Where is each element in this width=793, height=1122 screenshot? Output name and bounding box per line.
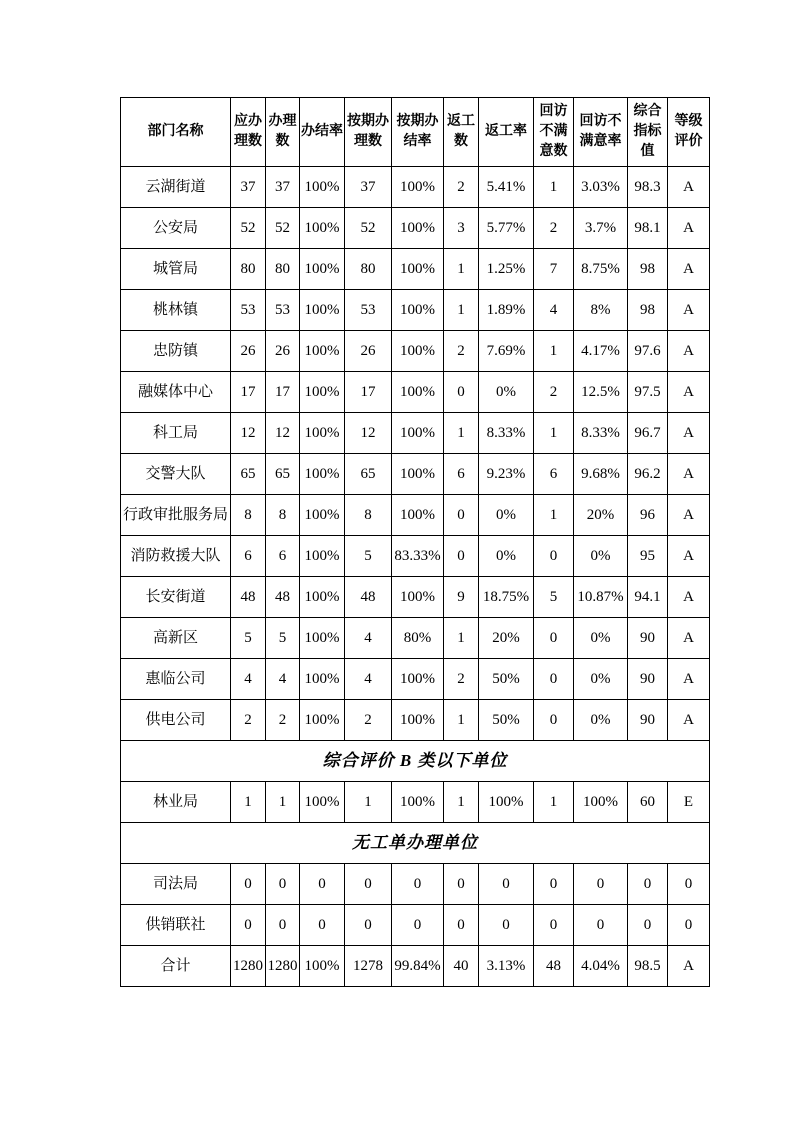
- value-cell: 100%: [300, 700, 345, 741]
- value-cell: 96.2: [628, 454, 668, 495]
- value-cell: 100%: [300, 946, 345, 987]
- value-cell: 97.6: [628, 331, 668, 372]
- value-cell: 52: [266, 208, 300, 249]
- value-cell: 0%: [574, 659, 628, 700]
- value-cell: 3.03%: [574, 167, 628, 208]
- header-cell: 返工率: [479, 98, 534, 167]
- value-cell: 5: [231, 618, 266, 659]
- value-cell: 0: [300, 905, 345, 946]
- value-cell: A: [668, 167, 710, 208]
- value-cell: 0: [534, 864, 574, 905]
- value-cell: 98: [628, 249, 668, 290]
- value-cell: 0: [345, 905, 392, 946]
- value-cell: 100%: [300, 659, 345, 700]
- value-cell: 4: [345, 659, 392, 700]
- value-cell: 1: [266, 782, 300, 823]
- header-cell: 办理数: [266, 98, 300, 167]
- value-cell: 0: [345, 864, 392, 905]
- value-cell: 37: [231, 167, 266, 208]
- header-cell: 回访不满意率: [574, 98, 628, 167]
- value-cell: 5: [266, 618, 300, 659]
- table-row: [121, 372, 710, 413]
- value-cell: 100%: [392, 659, 444, 700]
- value-cell: A: [668, 700, 710, 741]
- value-cell: 52: [345, 208, 392, 249]
- value-cell: 9.68%: [574, 454, 628, 495]
- value-cell: 98.5: [628, 946, 668, 987]
- value-cell: 1: [534, 167, 574, 208]
- value-cell: 8: [266, 495, 300, 536]
- value-cell: 100%: [300, 782, 345, 823]
- value-cell: 0: [534, 659, 574, 700]
- value-cell: 96.7: [628, 413, 668, 454]
- table-row: [121, 208, 710, 249]
- table-row: [121, 659, 710, 700]
- header-cell: 返工数: [444, 98, 479, 167]
- value-cell: 60: [628, 782, 668, 823]
- value-cell: 40: [444, 946, 479, 987]
- value-cell: 1.89%: [479, 290, 534, 331]
- value-cell: A: [668, 290, 710, 331]
- value-cell: 17: [266, 372, 300, 413]
- value-cell: 98.1: [628, 208, 668, 249]
- value-cell: 0: [534, 905, 574, 946]
- header-cell: 办结率: [300, 98, 345, 167]
- value-cell: A: [668, 577, 710, 618]
- table-row: [121, 618, 710, 659]
- dept-cell: 惠临公司: [121, 659, 231, 700]
- value-cell: 80%: [392, 618, 444, 659]
- value-cell: 65: [345, 454, 392, 495]
- value-cell: 100%: [300, 413, 345, 454]
- value-cell: 65: [266, 454, 300, 495]
- value-cell: 100%: [574, 782, 628, 823]
- value-cell: 0: [444, 536, 479, 577]
- value-cell: 17: [231, 372, 266, 413]
- value-cell: 8: [231, 495, 266, 536]
- value-cell: 90: [628, 700, 668, 741]
- dept-cell: 桃林镇: [121, 290, 231, 331]
- value-cell: 7.69%: [479, 331, 534, 372]
- dept-cell: 科工局: [121, 413, 231, 454]
- value-cell: 1278: [345, 946, 392, 987]
- table-row: [121, 167, 710, 208]
- value-cell: 100%: [392, 372, 444, 413]
- table-body: [121, 167, 710, 987]
- value-cell: 0: [668, 864, 710, 905]
- value-cell: 1280: [266, 946, 300, 987]
- value-cell: 2: [534, 208, 574, 249]
- dept-cell: 云湖街道: [121, 167, 231, 208]
- value-cell: 1: [444, 782, 479, 823]
- value-cell: 2: [534, 372, 574, 413]
- dept-cell: 供电公司: [121, 700, 231, 741]
- value-cell: 96: [628, 495, 668, 536]
- table-row: [121, 495, 710, 536]
- value-cell: 12: [266, 413, 300, 454]
- value-cell: A: [668, 454, 710, 495]
- table-row: [121, 290, 710, 331]
- value-cell: 4: [534, 290, 574, 331]
- table-row: [121, 536, 710, 577]
- value-cell: 65: [231, 454, 266, 495]
- value-cell: A: [668, 372, 710, 413]
- value-cell: 2: [266, 700, 300, 741]
- value-cell: 0: [300, 864, 345, 905]
- table-header: [121, 98, 710, 167]
- value-cell: 100%: [300, 577, 345, 618]
- value-cell: 100%: [392, 167, 444, 208]
- value-cell: A: [668, 536, 710, 577]
- value-cell: 0: [479, 864, 534, 905]
- header-cell: 回访不满意数: [534, 98, 574, 167]
- value-cell: A: [668, 659, 710, 700]
- value-cell: 100%: [479, 782, 534, 823]
- value-cell: 0: [392, 905, 444, 946]
- value-cell: 26: [345, 331, 392, 372]
- value-cell: 37: [266, 167, 300, 208]
- value-cell: 10.87%: [574, 577, 628, 618]
- value-cell: 100%: [300, 331, 345, 372]
- value-cell: 48: [345, 577, 392, 618]
- value-cell: 100%: [300, 495, 345, 536]
- value-cell: 12: [345, 413, 392, 454]
- value-cell: 9: [444, 577, 479, 618]
- value-cell: 95: [628, 536, 668, 577]
- value-cell: 1: [534, 782, 574, 823]
- value-cell: 6: [534, 454, 574, 495]
- dept-cell: 高新区: [121, 618, 231, 659]
- dept-cell: 交警大队: [121, 454, 231, 495]
- value-cell: 0%: [479, 372, 534, 413]
- value-cell: 0: [479, 905, 534, 946]
- value-cell: 100%: [392, 413, 444, 454]
- value-cell: 0: [628, 905, 668, 946]
- value-cell: 1: [231, 782, 266, 823]
- value-cell: 100%: [300, 372, 345, 413]
- value-cell: 1: [444, 249, 479, 290]
- table-row: [121, 413, 710, 454]
- value-cell: 100%: [300, 618, 345, 659]
- value-cell: 53: [345, 290, 392, 331]
- value-cell: 3.13%: [479, 946, 534, 987]
- value-cell: 9.23%: [479, 454, 534, 495]
- section-label: 无工单办理单位: [121, 823, 710, 864]
- value-cell: 17: [345, 372, 392, 413]
- value-cell: 100%: [300, 208, 345, 249]
- dept-cell: 司法局: [121, 864, 231, 905]
- header-cell: 部门名称: [121, 98, 231, 167]
- value-cell: 26: [231, 331, 266, 372]
- value-cell: 83.33%: [392, 536, 444, 577]
- value-cell: 5: [534, 577, 574, 618]
- value-cell: 100%: [392, 454, 444, 495]
- value-cell: 0: [444, 495, 479, 536]
- dept-cell: 行政审批服务局: [121, 495, 231, 536]
- value-cell: 2: [345, 700, 392, 741]
- value-cell: 98: [628, 290, 668, 331]
- value-cell: A: [668, 946, 710, 987]
- value-cell: 0: [574, 864, 628, 905]
- value-cell: 18.75%: [479, 577, 534, 618]
- value-cell: 48: [231, 577, 266, 618]
- value-cell: 12.5%: [574, 372, 628, 413]
- value-cell: 0: [628, 864, 668, 905]
- value-cell: 0: [231, 864, 266, 905]
- value-cell: 8.75%: [574, 249, 628, 290]
- value-cell: 100%: [300, 536, 345, 577]
- value-cell: 100%: [392, 495, 444, 536]
- assessment-table: [120, 97, 710, 987]
- value-cell: 98.3: [628, 167, 668, 208]
- value-cell: 2: [444, 659, 479, 700]
- section-row: [121, 741, 710, 782]
- value-cell: 50%: [479, 700, 534, 741]
- value-cell: A: [668, 618, 710, 659]
- value-cell: 3.7%: [574, 208, 628, 249]
- dept-cell: 消防救援大队: [121, 536, 231, 577]
- header-cell: 按期办结率: [392, 98, 444, 167]
- section-label: 综合评价 B 类以下单位: [121, 741, 710, 782]
- value-cell: 4: [266, 659, 300, 700]
- value-cell: 8: [345, 495, 392, 536]
- value-cell: 1: [444, 290, 479, 331]
- value-cell: A: [668, 413, 710, 454]
- value-cell: 0: [444, 905, 479, 946]
- value-cell: 0: [444, 372, 479, 413]
- value-cell: 0: [668, 905, 710, 946]
- dept-cell: 林业局: [121, 782, 231, 823]
- value-cell: 0%: [479, 536, 534, 577]
- value-cell: 1: [444, 618, 479, 659]
- value-cell: 99.84%: [392, 946, 444, 987]
- value-cell: 2: [444, 331, 479, 372]
- value-cell: 1280: [231, 946, 266, 987]
- value-cell: 2: [444, 167, 479, 208]
- value-cell: 8.33%: [479, 413, 534, 454]
- value-cell: 0: [392, 864, 444, 905]
- value-cell: 0: [534, 700, 574, 741]
- dept-cell: 长安街道: [121, 577, 231, 618]
- value-cell: 5.41%: [479, 167, 534, 208]
- value-cell: 100%: [392, 208, 444, 249]
- value-cell: 1: [534, 331, 574, 372]
- value-cell: 0: [534, 618, 574, 659]
- value-cell: 0: [266, 905, 300, 946]
- value-cell: 48: [266, 577, 300, 618]
- value-cell: 1.25%: [479, 249, 534, 290]
- table-row: [121, 577, 710, 618]
- value-cell: 80: [345, 249, 392, 290]
- value-cell: 0%: [479, 495, 534, 536]
- dept-cell: 融媒体中心: [121, 372, 231, 413]
- table-row: [121, 782, 710, 823]
- value-cell: 100%: [392, 782, 444, 823]
- header-cell: 应办理数: [231, 98, 266, 167]
- value-cell: 1: [444, 413, 479, 454]
- value-cell: 6: [444, 454, 479, 495]
- header-row: [121, 98, 710, 167]
- value-cell: 1: [345, 782, 392, 823]
- value-cell: 100%: [300, 249, 345, 290]
- value-cell: 100%: [392, 577, 444, 618]
- header-cell: 综合指标值: [628, 98, 668, 167]
- table-row: [121, 700, 710, 741]
- value-cell: 90: [628, 659, 668, 700]
- value-cell: 5: [345, 536, 392, 577]
- value-cell: 0%: [574, 536, 628, 577]
- value-cell: 20%: [479, 618, 534, 659]
- value-cell: 4: [345, 618, 392, 659]
- dept-cell: 忠防镇: [121, 331, 231, 372]
- table-row: [121, 946, 710, 987]
- value-cell: 12: [231, 413, 266, 454]
- value-cell: 80: [266, 249, 300, 290]
- value-cell: 0: [231, 905, 266, 946]
- table-row: [121, 454, 710, 495]
- value-cell: 100%: [392, 290, 444, 331]
- dept-cell: 城管局: [121, 249, 231, 290]
- header-cell: 按期办理数: [345, 98, 392, 167]
- value-cell: 0: [574, 905, 628, 946]
- value-cell: 7: [534, 249, 574, 290]
- value-cell: 26: [266, 331, 300, 372]
- value-cell: A: [668, 249, 710, 290]
- value-cell: 8.33%: [574, 413, 628, 454]
- header-cell: 等级评价: [668, 98, 710, 167]
- table-row: [121, 864, 710, 905]
- value-cell: 2: [231, 700, 266, 741]
- value-cell: 4: [231, 659, 266, 700]
- value-cell: 5.77%: [479, 208, 534, 249]
- value-cell: 0%: [574, 700, 628, 741]
- value-cell: 97.5: [628, 372, 668, 413]
- value-cell: 6: [231, 536, 266, 577]
- value-cell: 94.1: [628, 577, 668, 618]
- value-cell: 20%: [574, 495, 628, 536]
- value-cell: 52: [231, 208, 266, 249]
- value-cell: 3: [444, 208, 479, 249]
- value-cell: E: [668, 782, 710, 823]
- value-cell: 100%: [392, 331, 444, 372]
- value-cell: 4.17%: [574, 331, 628, 372]
- value-cell: 100%: [392, 700, 444, 741]
- value-cell: 0: [444, 864, 479, 905]
- value-cell: 48: [534, 946, 574, 987]
- value-cell: A: [668, 331, 710, 372]
- value-cell: 100%: [300, 454, 345, 495]
- value-cell: A: [668, 495, 710, 536]
- value-cell: 1: [534, 495, 574, 536]
- value-cell: 0: [534, 536, 574, 577]
- value-cell: 8%: [574, 290, 628, 331]
- value-cell: 53: [231, 290, 266, 331]
- value-cell: 90: [628, 618, 668, 659]
- dept-cell: 供销联社: [121, 905, 231, 946]
- dept-cell: 合计: [121, 946, 231, 987]
- value-cell: 37: [345, 167, 392, 208]
- value-cell: 80: [231, 249, 266, 290]
- value-cell: 0%: [574, 618, 628, 659]
- value-cell: 100%: [300, 167, 345, 208]
- table-row: [121, 331, 710, 372]
- value-cell: 0: [266, 864, 300, 905]
- value-cell: 100%: [392, 249, 444, 290]
- value-cell: 50%: [479, 659, 534, 700]
- section-row: [121, 823, 710, 864]
- value-cell: 6: [266, 536, 300, 577]
- value-cell: A: [668, 208, 710, 249]
- value-cell: 100%: [300, 290, 345, 331]
- value-cell: 53: [266, 290, 300, 331]
- value-cell: 1: [534, 413, 574, 454]
- value-cell: 4.04%: [574, 946, 628, 987]
- table-row: [121, 905, 710, 946]
- table-row: [121, 249, 710, 290]
- value-cell: 1: [444, 700, 479, 741]
- dept-cell: 公安局: [121, 208, 231, 249]
